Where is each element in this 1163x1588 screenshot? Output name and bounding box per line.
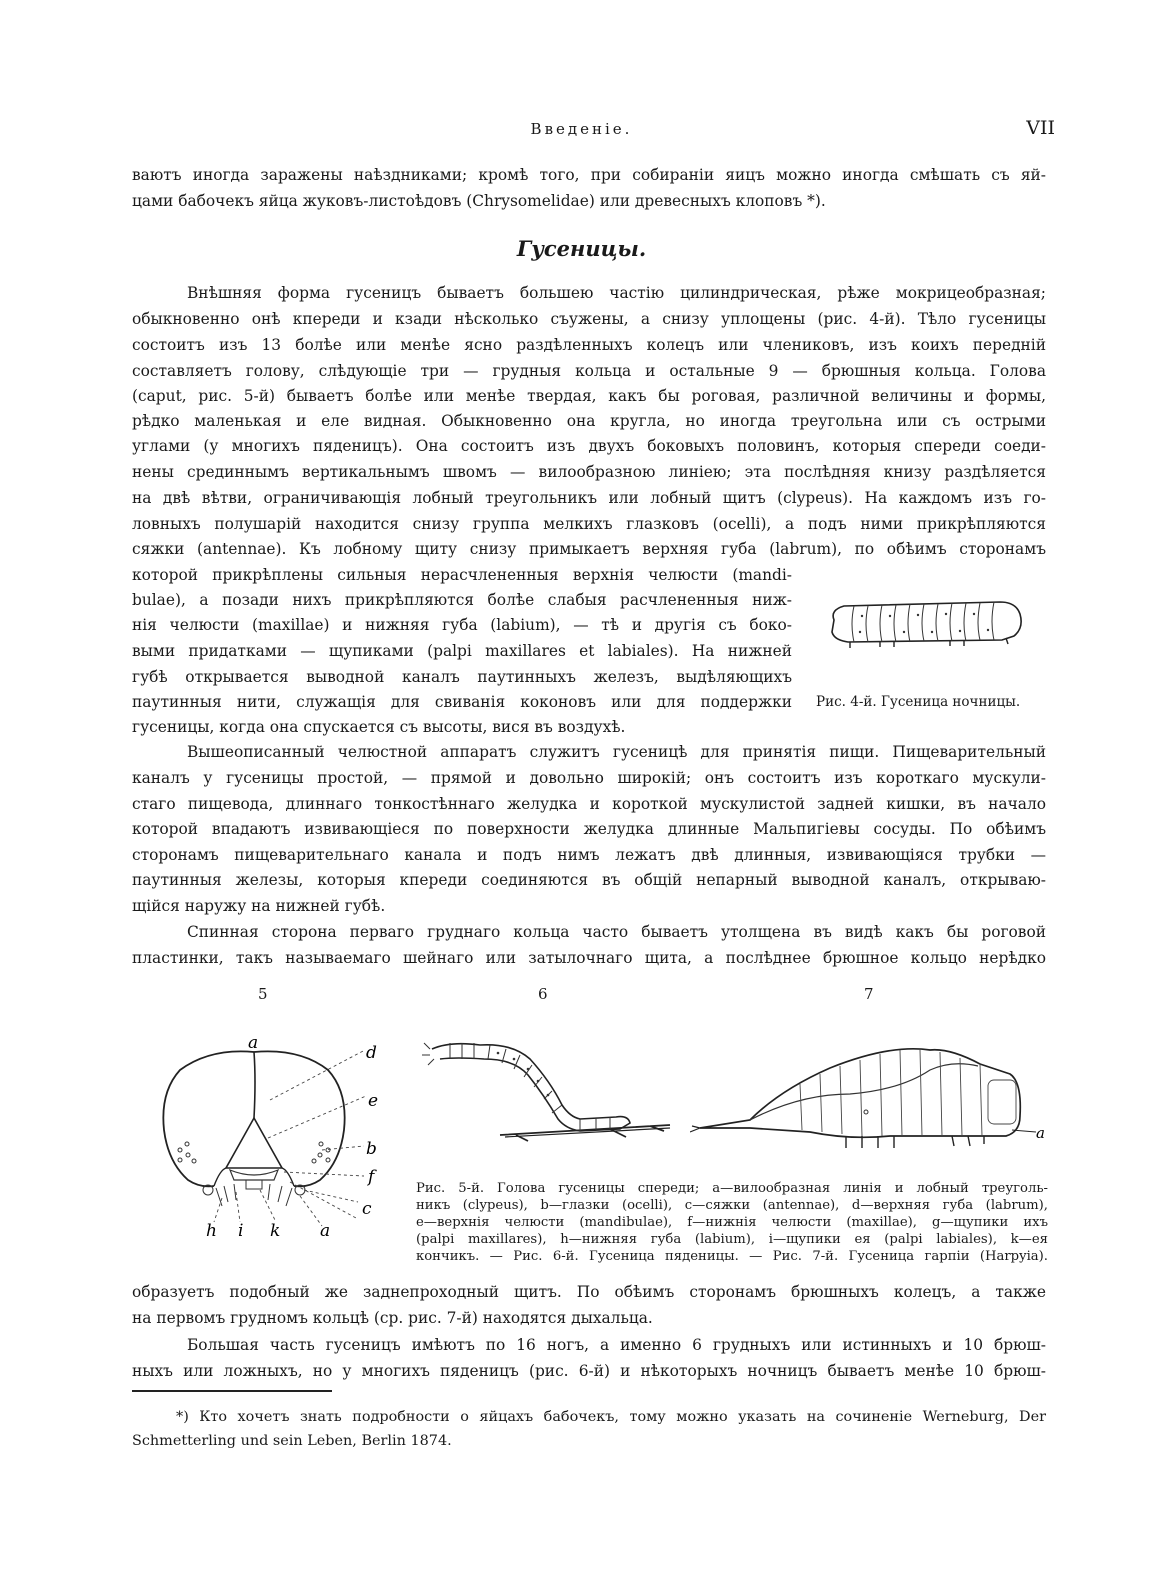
label-a-top: a xyxy=(248,1033,259,1053)
label-f: f xyxy=(368,1167,375,1187)
label-e: e xyxy=(368,1091,379,1111)
label-d: d xyxy=(366,1043,377,1063)
text-line: Большая часть гусеницъ имѣютъ по 16 ногъ, а именно 6 грудныхъ или истинныхъ и 10 брюш- xyxy=(187,1336,1046,1354)
label-a-bottom: a xyxy=(320,1221,331,1241)
footnote-line: Schmetterling und sein Leben, Berlin 1874. xyxy=(132,1433,452,1449)
text-line: углами (у многихъ пяденицъ). Она состоитъ изъ двухъ боковыхъ половинъ, которыя спереди соеди- xyxy=(132,437,1046,455)
text-line: ловныхъ полушарiй находится снизу группа мелкихъ глазковъ (ocelli), а подъ ними прикрѣпляются xyxy=(132,515,1046,533)
text-line: которой впадаютъ извивающiеся по поверхности желудка длинные Мальпигiевы сосуды. По обѣимъ xyxy=(132,820,1046,838)
text-line: пластинки, такъ называемаго шейнаго или затылочнаго щита, а послѣднее брюшное кольцо нерѣдко xyxy=(132,949,1046,967)
text-line: каналъ у гусеницы простой, — прямой и довольно широкiй; онъ состоитъ изъ короткаго мускули- xyxy=(132,769,1046,787)
text-line: гусеницы, когда она спускается съ высоты, вися въ воздухѣ. xyxy=(132,718,626,736)
caption-line: e—верхнiя челюсти (mandibulae), f—нижнiя челюсти (maxillae), g—щупики ихъ xyxy=(416,1215,1048,1230)
text-line: рѣдко маленькая и еле видная. Обыкновенно она кругла, но иногда треугольна или съ острыми xyxy=(132,412,1046,430)
label-i: i xyxy=(238,1221,244,1241)
figure-4-caterpillar-drawing xyxy=(820,592,1040,652)
text-line: нены срединнымъ вертикальнымъ швомъ — вилообразною линiею; эта послѣдняя книзу раздѣляется xyxy=(132,463,1046,481)
text-line: которой прикрѣплены сильныя нерасчлененныя верхнiя челюсти (mandi- xyxy=(132,566,792,584)
label-c: c xyxy=(362,1199,372,1219)
figure-4-caption: Рис. 4-й. Гусеница ночницы. xyxy=(816,694,1021,710)
figure-5-number: 5 xyxy=(258,985,268,1003)
label-a: a xyxy=(1036,1124,1045,1142)
text-line: bulae), а позади нихъ прикрѣпляются болѣе слабыя расчлененныя ниж- xyxy=(132,591,792,609)
text-line: выми придатками — щупиками (palpi maxillares et labiales). На нижней xyxy=(132,642,792,660)
text-line: на двѣ вѣтви, ограничивающiя лобный треугольникъ или лобный щитъ (clypeus). На каждомъ изъ го- xyxy=(132,489,1046,507)
label-k: k xyxy=(270,1221,281,1241)
caption-line: Рис. 5-й. Голова гусеницы спереди; a—вилообразная линiя и лобный треуголь- xyxy=(416,1181,1048,1196)
figure-6-inchworm-drawing xyxy=(420,1025,680,1155)
caption-line: никъ (clypeus), b—глазки (ocelli), c—сяжки (antennae), d—верхняя губа (labrum), xyxy=(416,1198,1048,1213)
figure-5-head-drawing xyxy=(150,1030,390,1250)
text-line: губѣ открывается выводной каналъ паутинныхъ железъ, выдѣляющихъ xyxy=(132,668,792,686)
section-title: Гусеницы. xyxy=(516,236,647,261)
text-line: сяжки (antennae). Къ лобному щиту снизу примыкаетъ верхняя губа (labrum), по обѣимъ сторонамъ xyxy=(132,540,1046,558)
figure-6-number: 6 xyxy=(538,985,548,1003)
text-line: Спинная сторона перваго груднаго кольца часто бываетъ утолщена въ видѣ какъ бы роговой xyxy=(187,923,1046,941)
text-line: Внѣшняя форма гусеницъ бываетъ большею частiю цилиндрическая, рѣже мокрицеобразная; xyxy=(187,284,1046,302)
text-line: нiя челюсти (maxillae) и нижняя губа (labium), — тѣ и другiя съ боко- xyxy=(132,616,792,634)
footnote-line: *) Кто хочетъ знать подробности о яйцахъ бабочекъ, тому можно указать на сочиненiе Werneburg, Der xyxy=(176,1409,1046,1425)
text-line: обыкновенно онѣ кпереди и кзади нѣсколько съужены, а снизу уплощены (рис. 4-й). Тѣло гусеницы xyxy=(132,310,1046,328)
text-line: составляетъ голову, слѣдующiе три — грудныя кольца и остальные 9 — брюшныя кольца. Голова xyxy=(132,362,1046,380)
figure-7-number: 7 xyxy=(864,985,874,1003)
text-line: образуетъ подобный же заднепроходный щитъ. По обѣимъ сторонамъ брюшныхъ колецъ, а также xyxy=(132,1283,1046,1301)
text-line: (caput, рис. 5-й) бываетъ болѣе или менѣе твердая, какъ бы роговая, различной величины и формы, xyxy=(132,387,1046,405)
page-number: VII xyxy=(1026,117,1055,139)
text-line: щiйся наружу на нижней губѣ. xyxy=(132,897,386,915)
text-line: паутинныя железы, которыя кпереди соединяются въ общiй непарный выводной каналъ, открываю- xyxy=(132,871,1046,889)
text-line: состоитъ изъ 13 болѣе или менѣе ясно раздѣленныхъ колецъ или члениковъ, изъ коихъ переднiй xyxy=(132,336,1046,354)
text-line: ваютъ иногда заражены наѣздниками; кромѣ того, при собиранiи яицъ можно иногда смѣшать съ яй- xyxy=(132,166,1046,184)
text-line: сторонамъ пищеварительнаго канала и подъ нимъ лежатъ двѣ длинныя, извивающiяся трубки — xyxy=(132,846,1046,864)
label-b: b xyxy=(366,1139,377,1159)
figure-7-harpyia-drawing xyxy=(690,1020,1050,1155)
text-line: цами бабочекъ яйца жуковъ-листоѣдовъ (Chrysomelidae) или древесныхъ клоповъ *). xyxy=(132,192,826,210)
caption-line: (palpi maxillares), h—нижняя губа (labium), i—щупики ея (palpi labiales), k—ея xyxy=(416,1232,1048,1247)
running-title: Введенiе. xyxy=(530,120,633,138)
text-line: паутинныя нити, служащiя для свиванiя коконовъ или для поддержки xyxy=(132,693,792,711)
label-h: h xyxy=(206,1221,217,1241)
text-line: стаго пищевода, длиннаго тонкостѣннаго желудка и короткой мускулистой задней кишки, въ начало xyxy=(132,795,1046,813)
text-line: на первомъ грудномъ кольцѣ (ср. рис. 7-й) находятся дыхальца. xyxy=(132,1309,653,1327)
footnote-rule xyxy=(132,1390,332,1392)
text-line: Вышеописанный челюстной аппаратъ служитъ гусеницѣ для принятiя пищи. Пищеварительный xyxy=(187,743,1046,761)
text-line: ныхъ или ложныхъ, но у многихъ пяденицъ (рис. 6-й) и нѣкоторыхъ ночницъ бываетъ менѣе 10 брюш- xyxy=(132,1362,1046,1380)
caption-line: кончикъ. — Рис. 6-й. Гусеница пяденицы. — Рис. 7-й. Гусеница гарпiи (Harpyia). xyxy=(416,1249,1048,1264)
